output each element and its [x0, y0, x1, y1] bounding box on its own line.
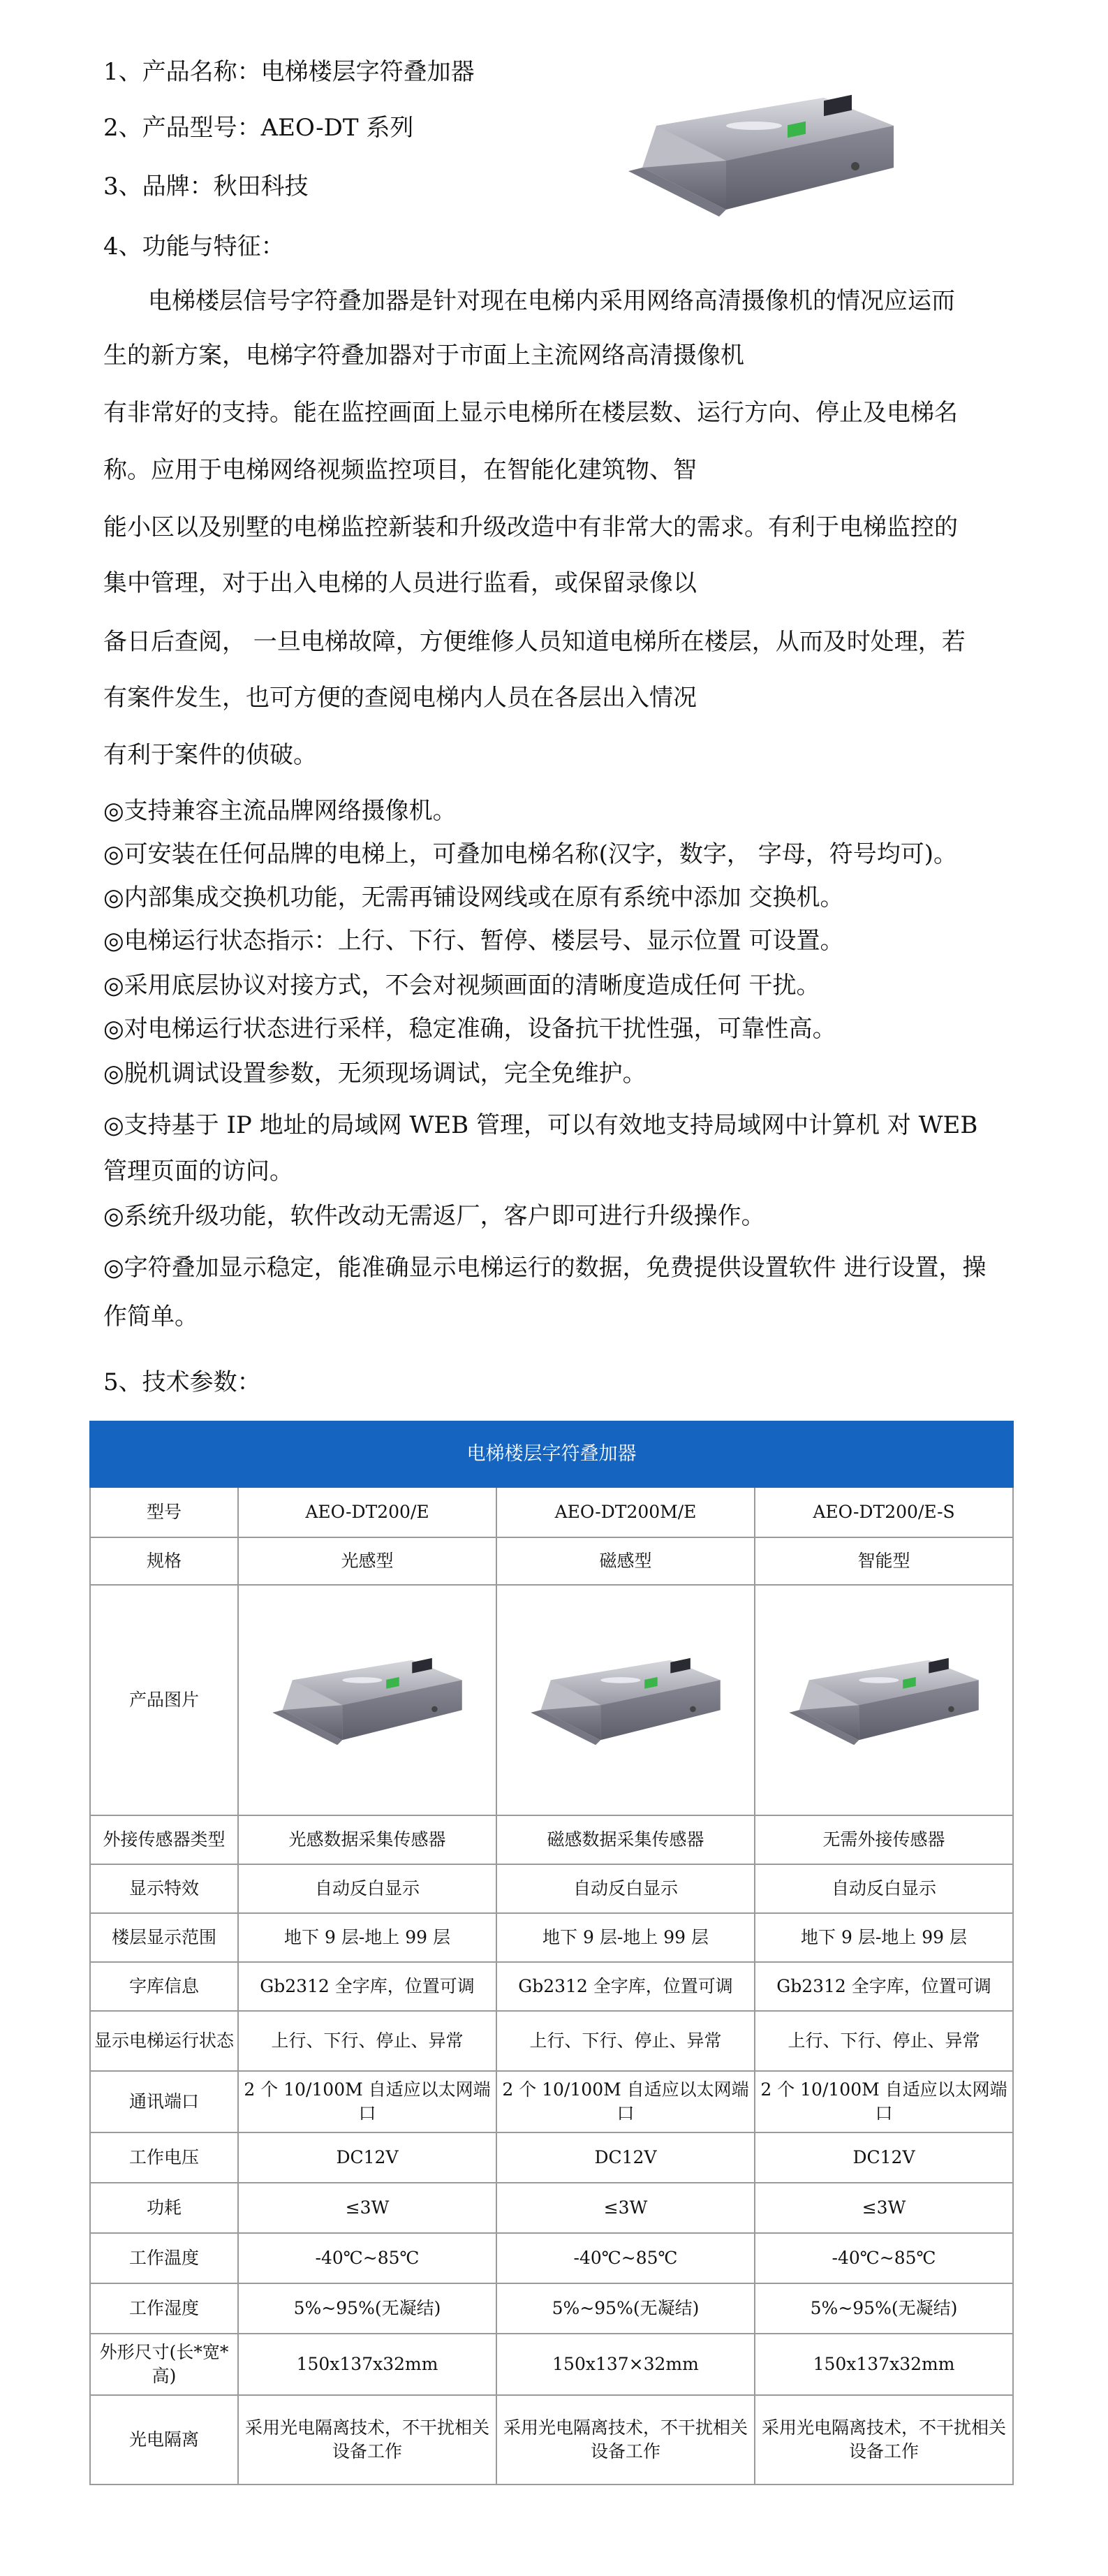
product-photo: [614, 84, 908, 224]
features-heading: 4、功能与特征：: [103, 233, 285, 261]
table-row: [90, 1487, 1013, 1537]
row-label: 显示特效: [90, 1864, 238, 1913]
description-line: 有案件发生，也可方便的查阅电梯内人员在各层出入情况: [103, 684, 697, 712]
feature-item: ◎字符叠加显示稳定，能准确显示电梯运行的数据，免费提供设置软件 进行设置，操作简单。: [103, 1254, 987, 1331]
cell: 采用光电隔离技术，不干扰相关设备工作: [755, 2395, 1013, 2484]
cell: Gb2312 全字库，位置可调: [238, 1962, 496, 2011]
cell: 智能型: [755, 1537, 1013, 1585]
table-row: [90, 1815, 1013, 1864]
feature-item: ◎电梯运行状态指示：上行、下行、暂停、楼层号、显示位置 可设置。: [103, 927, 844, 955]
table-row: [90, 2132, 1013, 2183]
cell: ≤3W: [238, 2183, 496, 2233]
product-name-line: 1、产品名称：电梯楼层字符叠加器: [103, 58, 475, 86]
cell: 5%~95%(无凝结): [238, 2283, 496, 2334]
cell: DC12V: [496, 2132, 755, 2183]
description-line: 能小区以及别墅的电梯监控新装和升级改造中有非常大的需求。有利于电梯监控的: [103, 513, 958, 541]
feature-item: ◎支持基于 IP 地址的局域网 WEB 管理，可以有效地支持局域网中计算机 对 WEB 管理页面的访问。: [103, 1111, 978, 1185]
cell: 自动反白显示: [496, 1864, 755, 1913]
table-row: [90, 1864, 1013, 1913]
row-label: 通讯端口: [90, 2071, 238, 2132]
cell: 光感型: [238, 1537, 496, 1585]
cell: [496, 1585, 755, 1815]
row-label: 型号: [90, 1487, 238, 1537]
cell: 磁感数据采集传感器: [496, 1815, 755, 1864]
cell: ≤3W: [496, 2183, 755, 2233]
brand-line: 3、品牌：秋田科技: [103, 173, 309, 200]
product-photo: [779, 1644, 989, 1756]
description-line: 有利于案件的侦破。: [103, 741, 317, 769]
feature-item: ◎内部集成交换机功能，无需再铺设网线或在原有系统中添加 交换机。: [103, 884, 844, 912]
cell: DC12V: [755, 2132, 1013, 2183]
product-photo: [521, 1644, 730, 1756]
cell: Gb2312 全字库，位置可调: [755, 1962, 1013, 2011]
table-row: [90, 1585, 1013, 1815]
cell: 5%~95%(无凝结): [755, 2283, 1013, 2334]
row-label: 外接传感器类型: [90, 1815, 238, 1864]
cell: -40℃~85℃: [238, 2233, 496, 2283]
description-line: 有非常好的支持。能在监控画面上显示电梯所在楼层数、运行方向、停止及电梯名: [103, 399, 958, 427]
feature-item: ◎系统升级功能，软件改动无需返厂，客户即可进行升级操作。: [103, 1202, 765, 1230]
table-row: [90, 1537, 1013, 1585]
cell: AEO-DT200/E: [238, 1487, 496, 1537]
cell: 上行、下行、停止、异常: [238, 2011, 496, 2071]
cell: 2 个 10/100M 自适应以太网端口: [496, 2071, 755, 2132]
cell: AEO-DT200/E-S: [755, 1487, 1013, 1537]
cell: 150x137x32mm: [238, 2334, 496, 2395]
description-line: 集中管理，对于出入电梯的人员进行监看，或保留录像以: [103, 569, 697, 597]
cell: 光感数据采集传感器: [238, 1815, 496, 1864]
cell: 地下 9 层-地上 99 层: [238, 1913, 496, 1962]
cell: Gb2312 全字库，位置可调: [496, 1962, 755, 2011]
table-row: [90, 2334, 1013, 2395]
feature-item: ◎脱机调试设置参数，无须现场调试，完全免维护。: [103, 1060, 647, 1088]
cell: 采用光电隔离技术，不干扰相关设备工作: [238, 2395, 496, 2484]
cell: -40℃~85℃: [755, 2233, 1013, 2283]
cell: AEO-DT200M/E: [496, 1487, 755, 1537]
table-row: [90, 1962, 1013, 2011]
description-line: 备日后查阅， 一旦电梯故障，方便维修人员知道电梯所在楼层，从而及时处理，若: [103, 628, 966, 656]
row-label: 功耗: [90, 2183, 238, 2233]
row-label: 产品图片: [90, 1585, 238, 1815]
row-label: 字库信息: [90, 1962, 238, 2011]
cell: 地下 9 层-地上 99 层: [755, 1913, 1013, 1962]
cell: 2 个 10/100M 自适应以太网端口: [755, 2071, 1013, 2132]
description-line: 生的新方案，电梯字符叠加器对于市面上主流网络高清摄像机: [103, 342, 744, 369]
cell: 无需外接传感器: [755, 1815, 1013, 1864]
row-label: 工作温度: [90, 2233, 238, 2283]
feature-item: ◎对电梯运行状态进行采样，稳定准确，设备抗干扰性强，可靠性高。: [103, 1015, 836, 1043]
table-row: [90, 2071, 1013, 2132]
feature-item: ◎采用底层协议对接方式，不会对视频画面的清晰度造成任何 干扰。: [103, 972, 820, 1000]
cell: 150x137x32mm: [755, 2334, 1013, 2395]
cell: 5%~95%(无凝结): [496, 2283, 755, 2334]
product-model-line: 2、产品型号：AEO-DT 系列: [103, 114, 414, 142]
row-label: 工作湿度: [90, 2283, 238, 2334]
cell: [238, 1585, 496, 1815]
cell: 150x137×32mm: [496, 2334, 755, 2395]
cell: 上行、下行、停止、异常: [755, 2011, 1013, 2071]
row-label: 规格: [90, 1537, 238, 1585]
table-row: [90, 2183, 1013, 2233]
product-photo: [263, 1644, 472, 1756]
cell: ≤3W: [755, 2183, 1013, 2233]
cell: 2 个 10/100M 自适应以太网端口: [238, 2071, 496, 2132]
description-line: 电梯楼层信号字符叠加器是针对现在电梯内采用网络高清摄像机的情况应运而: [148, 287, 955, 315]
cell: DC12V: [238, 2132, 496, 2183]
table-row: [90, 2233, 1013, 2283]
cell: 自动反白显示: [238, 1864, 496, 1913]
table-row: [90, 2011, 1013, 2071]
cell: 上行、下行、停止、异常: [496, 2011, 755, 2071]
row-label: 楼层显示范围: [90, 1913, 238, 1962]
cell: -40℃~85℃: [496, 2233, 755, 2283]
row-label: 工作电压: [90, 2132, 238, 2183]
spec-table: [89, 1421, 1014, 2485]
cell: [755, 1585, 1013, 1815]
table-row: [90, 2283, 1013, 2334]
description-line: 称。应用于电梯网络视频监控项目，在智能化建筑物、智: [103, 456, 697, 484]
feature-item: ◎可安装在任何品牌的电梯上，可叠加电梯名称(汉字，数字， 字母，符号均可)。: [103, 840, 958, 868]
cell: 地下 9 层-地上 99 层: [496, 1913, 755, 1962]
table-title-row: [90, 1421, 1013, 1487]
row-label: 外形尺寸(长*宽*高): [90, 2334, 238, 2395]
feature-item: ◎支持兼容主流品牌网络摄像机。: [103, 797, 457, 825]
table-title: 电梯楼层字符叠加器: [90, 1421, 1013, 1487]
table-row: [90, 2395, 1013, 2484]
table-row: [90, 1913, 1013, 1962]
specs-heading: 5、技术参数：: [103, 1368, 261, 1396]
cell: 磁感型: [496, 1537, 755, 1585]
row-label: 光电隔离: [90, 2395, 238, 2484]
cell: 自动反白显示: [755, 1864, 1013, 1913]
row-label: 显示电梯运行状态: [90, 2011, 238, 2071]
cell: 采用光电隔离技术，不干扰相关设备工作: [496, 2395, 755, 2484]
